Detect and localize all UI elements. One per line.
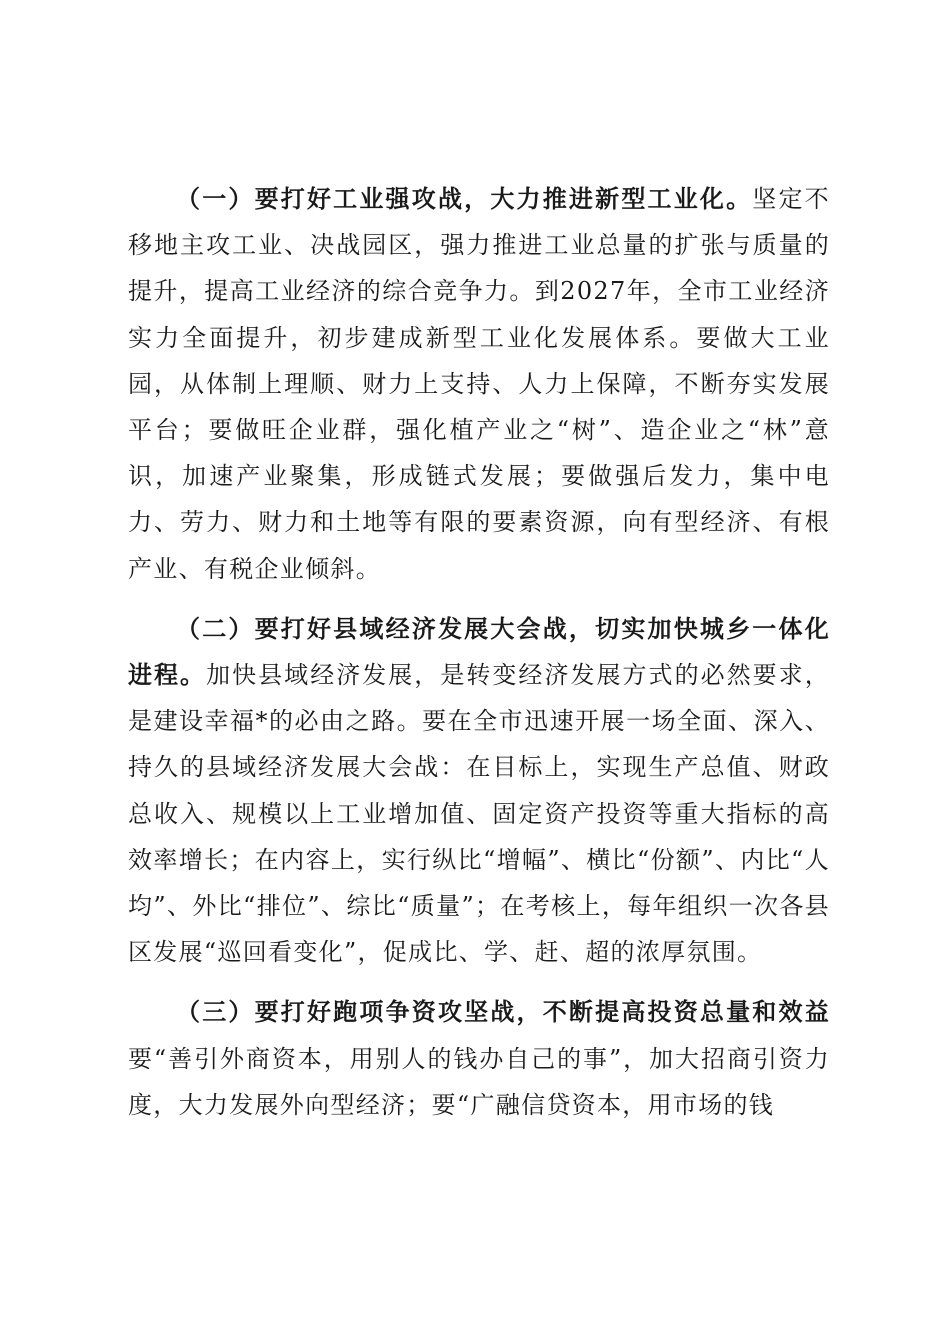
paragraph-industry [128,176,830,592]
paragraph-heading: （二）要打好县域经济发展大会战，切实加快城乡一体化进程。 [128,613,830,690]
paragraph-county-economy [128,606,830,976]
paragraph-text: 加快县域经济发展，是转变经济发展方式的必然要求，是建设幸福*的必由之路。要在全市迅速开展一场全面、深入、持久的县域经济发展大会战：在目标上，实现生产总值、财政总收入、规模以上工业增加值、固定资产投资等重大指标的高效率增长；在内容上，实行纵比“增幅”、横比“份额”、内比“人均”、外比“排位”、综比“质量”；在考核上，每年组织一次各县区发展“巡回看变化”，促成比、学、赶、超的浓厚氛围。 [128,661,831,967]
paragraph-text: 要“善引外商资本，用别人的钱办自己的事”，加大招商引资力度，大力发展外向型经济；要“广融信贷资本，用市场的钱 [128,1044,830,1119]
paragraph-text: 坚定不移地主攻工业、决战园区，强力推进工业总量的扩张与质量的提升，提高工业经济的综合竞争力。到2027年，全市工业经济实力全面提升，初步建成新型工业化发展体系。要做大工业园，从体制上理顺、财力上支持、人力上保障，不断夯实发展平台；要做旺企业群，强化植产业之“树”、造企业之“林”意识，加速产业聚集，形成链式发展；要做强后发力，集中电力、劳力、财力和土地等有限的要素资源，向有型经济、有根产业、有税企业倾斜。 [128,185,830,583]
paragraph-heading: （一）要打好工业强攻战，大力推进新型工业化。 [176,184,753,213]
document-body [128,176,830,1142]
paragraph-heading: （三）要打好跑项争资攻坚战，不断提高投资总量和效益 [176,997,830,1027]
paragraph-investment [128,989,830,1128]
